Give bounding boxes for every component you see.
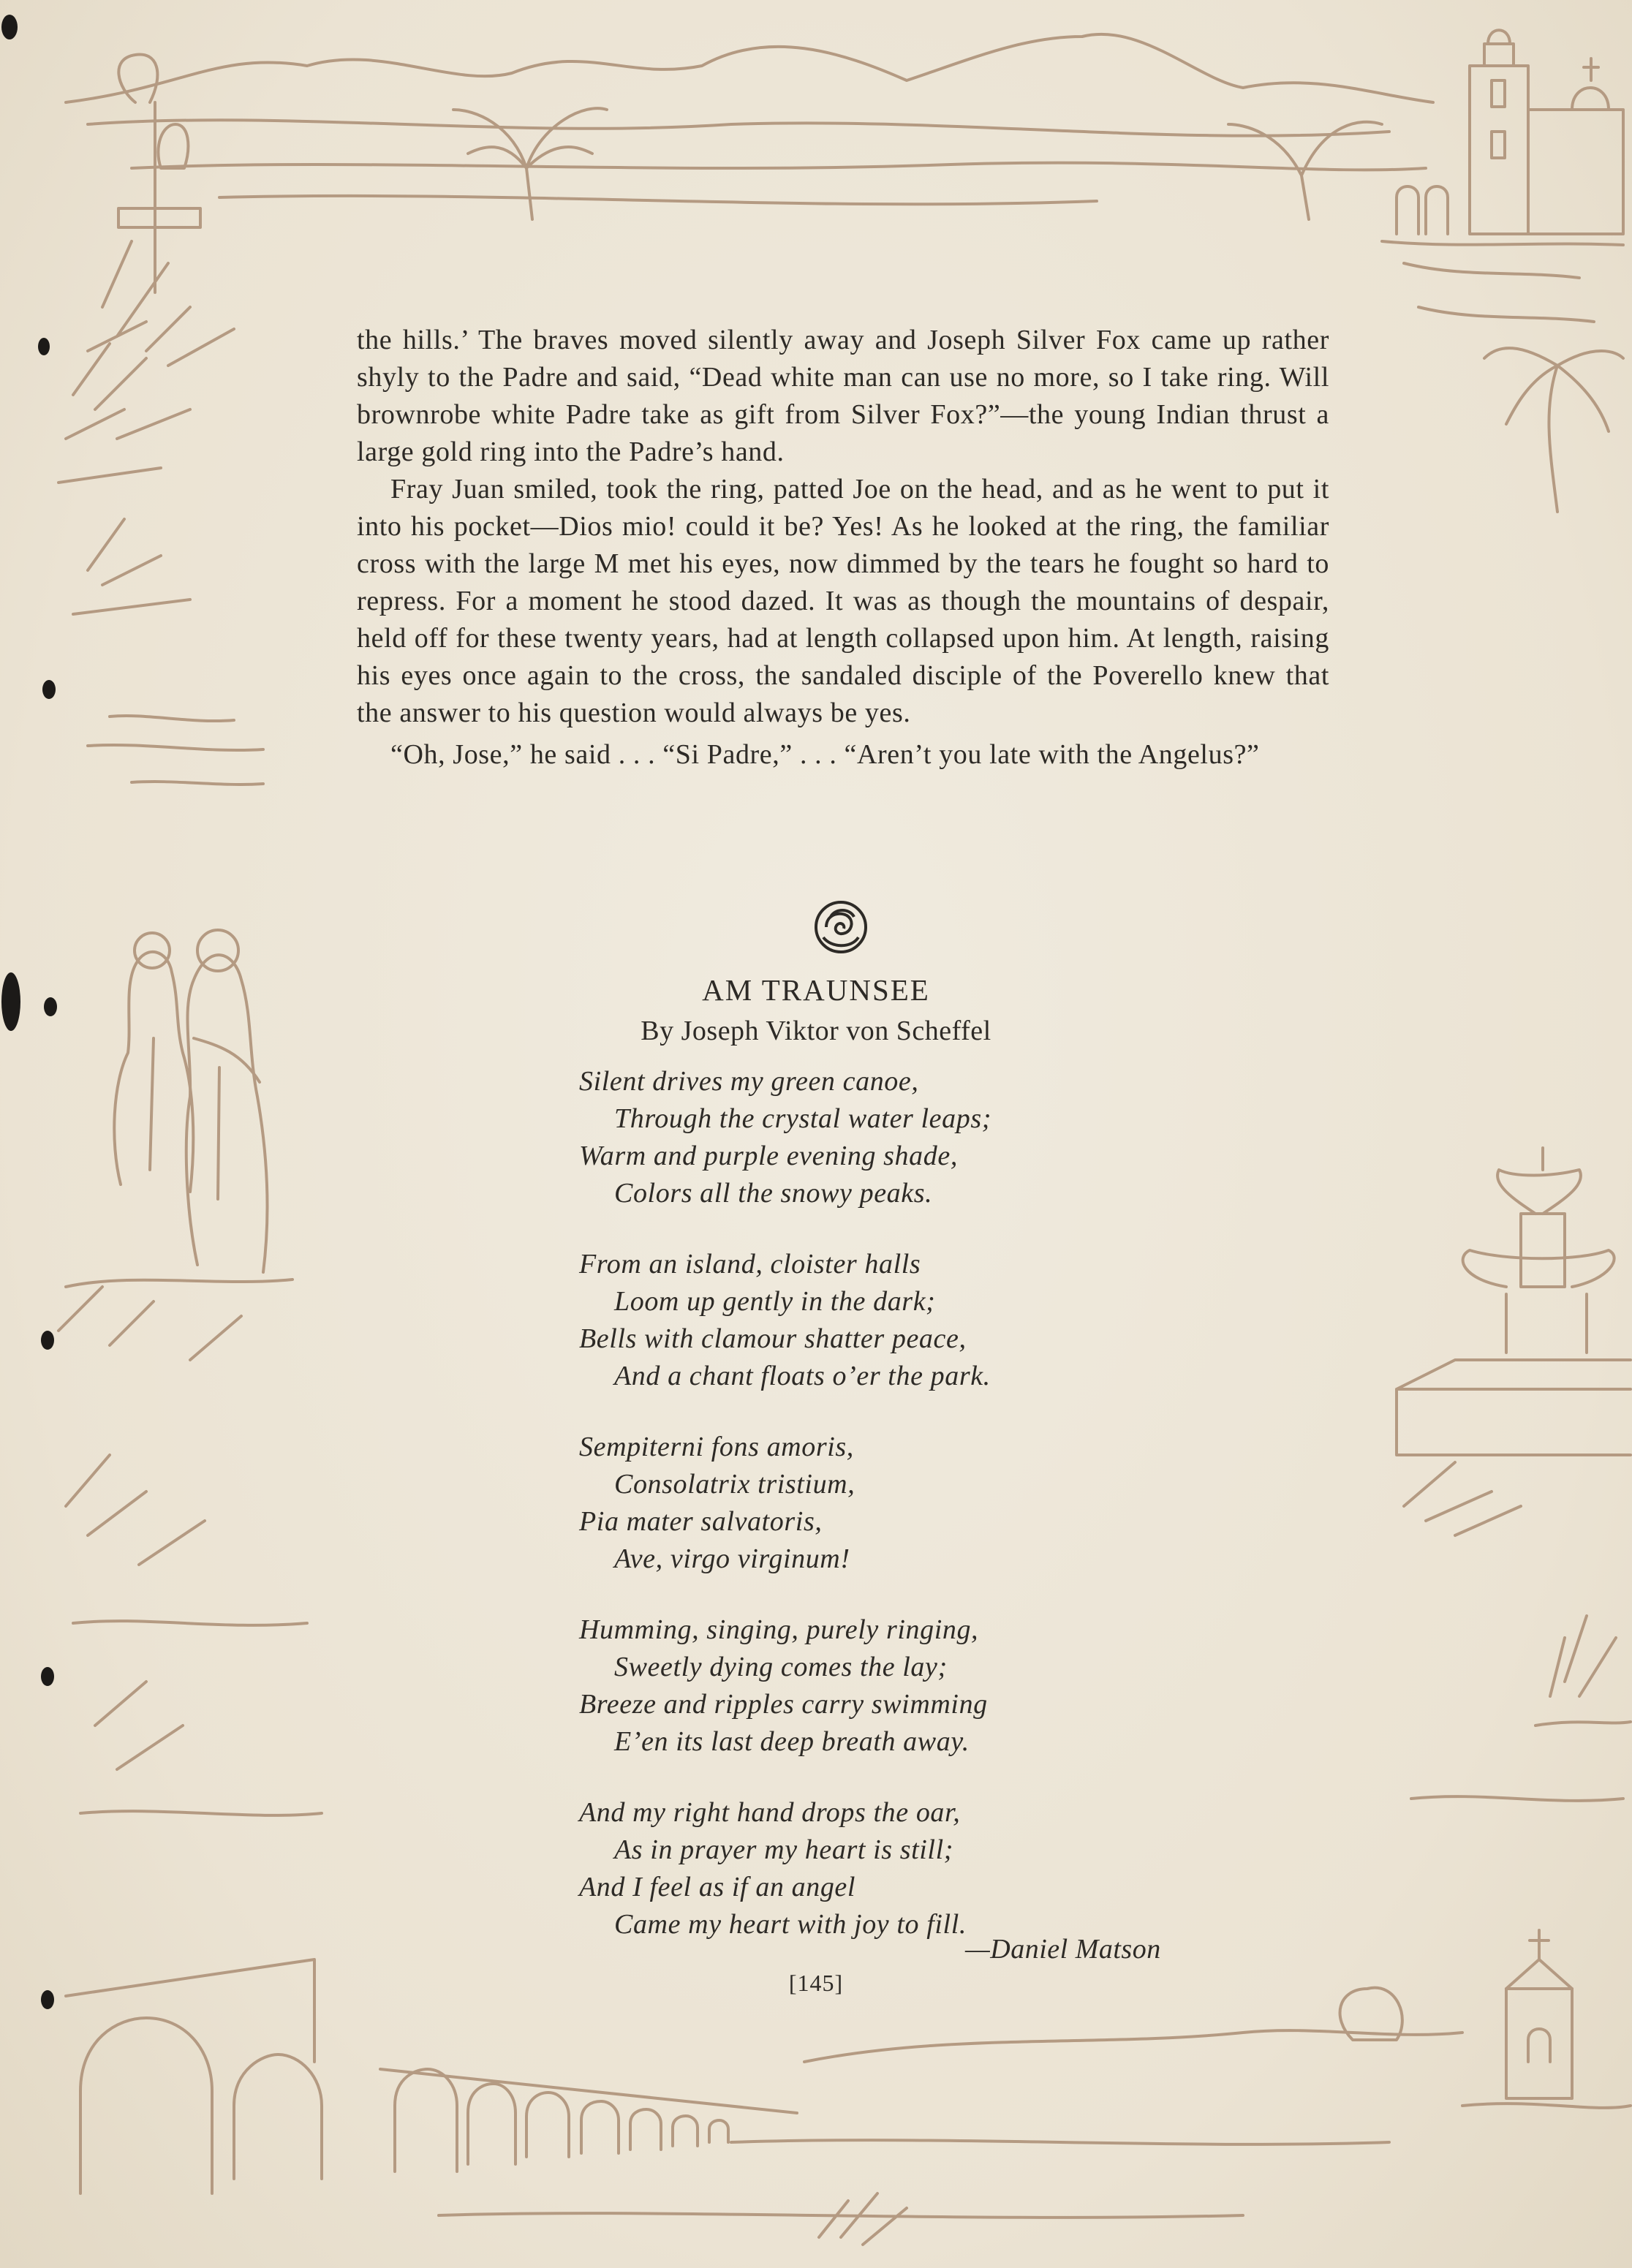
poem-line: Colors all the snowy peaks. <box>614 1178 933 1209</box>
poem-line: Bells with clamour shatter peace, <box>579 1323 967 1354</box>
story-text <box>357 322 1329 774</box>
binder-hole <box>41 1331 54 1350</box>
binder-hole <box>1 15 18 39</box>
poem-line: Breeze and ripples carry swimming <box>579 1689 988 1720</box>
mission-landscape-illustration <box>66 30 1623 366</box>
poem-byline: By Joseph Viktor von Scheffel <box>641 1016 991 1046</box>
paragraph: “Oh, Jose,” he said . . . “Si Padre,” . . . “Aren’t you late with the Angelus?” <box>390 739 1260 770</box>
binder-hole <box>38 338 50 355</box>
poem-line: Sempiterni fons amoris, <box>579 1432 854 1462</box>
stanza <box>579 1246 1237 1395</box>
poem-line: And I feel as if an angel <box>579 1872 856 1902</box>
poem-line: Pia mater salvatoris, <box>579 1506 823 1537</box>
binder-hole <box>42 680 56 699</box>
stanza <box>579 1611 1237 1761</box>
stanza <box>579 1063 1237 1212</box>
binder-hole <box>41 1667 54 1686</box>
poem-line: Humming, singing, purely ringing, <box>579 1614 979 1645</box>
poem-line: From an island, cloister halls <box>579 1249 921 1279</box>
paragraph: the hills.’ The braves moved silently away and Joseph Silver Fox came up rather shyly to the Padre and said, “Dead white man can use no more, so I take ring. Will brownrobe white Padre take as gift from Silver Fox?”—the young Indian thrust a large gold ring into the Padre’s hand. <box>357 325 1329 467</box>
poem-line: And a chant floats o’er the park. <box>614 1361 991 1391</box>
paragraph: Fray Juan smiled, took the ring, patted Joe on the head, and as he went to put it into his pocket—Dios mio! could it be? Yes! As he looked at the ring, the familiar cross with the large M met his eyes, now dimmed by the tears he fought so hard to repress. For a moment he stood dazed. It was as though the mountains of despair, held off for these twenty years, had at length collapsed upon him. At length, raising his eyes once again to the cross, the sandaled disciple of the Poverello knew that the answer to his question would always be yes. <box>357 474 1329 728</box>
poem-line: Warm and purple evening shade, <box>579 1141 958 1171</box>
stanza <box>579 1429 1237 1578</box>
friars-illustration <box>58 344 322 1815</box>
poem-line: Through the crystal water leaps; <box>614 1103 991 1134</box>
poem-title: AM TRAUNSEE <box>702 973 930 1007</box>
poem-signature: —Daniel Matson <box>965 1934 1161 1965</box>
poem-line: Ave, virgo virginum! <box>614 1543 850 1574</box>
poem-body <box>579 1063 1237 1977</box>
poem-line: Sweetly dying comes the lay; <box>614 1652 948 1682</box>
page-number: [145] <box>788 1970 844 1996</box>
poem-line: As in prayer my heart is still; <box>614 1834 954 1865</box>
poem-line: Came my heart with joy to fill. <box>614 1909 967 1940</box>
poem-line: And my right hand drops the oar, <box>579 1797 961 1828</box>
rose-ornament-icon <box>809 895 873 959</box>
poem-line: Loom up gently in the dark; <box>614 1286 936 1317</box>
poem-line: Silent drives my green canoe, <box>579 1066 919 1097</box>
poem-line: E’en its last deep breath away. <box>614 1726 970 1757</box>
poem-line: Consolatrix tristium, <box>614 1469 855 1500</box>
stanza <box>579 1794 1237 1943</box>
